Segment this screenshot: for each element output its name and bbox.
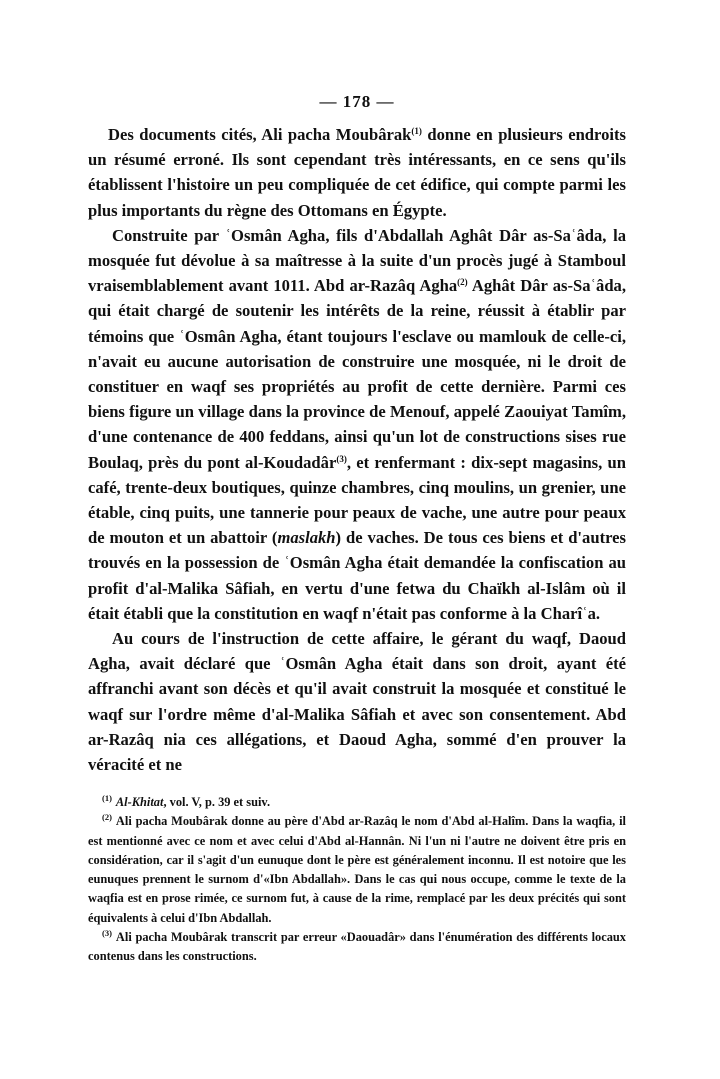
text-run: donne en plusieurs endroits un résumé erroné. Ils sont cependant très intéressants, en ce sens qu'ils établissent l'histoire un peu compliquée de cet édifice, qui compte parmi les plus importants du règne des Ottomans en Égypte. xyxy=(88,125,626,220)
text-run: ) de vaches. De tous ces biens et d'autres trouvés en la possession de ʿOsmân Agha était demandée la confiscation au profit d'al-Malika Sâfiah, en vertu d'une fetwa du Chaïkh al-Islâm où il était établi que la constitution en waqf n'était pas conforme à la Charîʿa. xyxy=(88,528,626,623)
paragraph xyxy=(88,223,626,626)
footnote xyxy=(88,793,626,812)
paragraph xyxy=(88,626,626,777)
italic-text: maslakh xyxy=(277,528,336,548)
text-run: Ali pacha Moubârak transcrit par erreur «Daouadâr» dans l'énumération des différents locaux contenus dans les constructions. xyxy=(88,929,626,963)
text-run: Construite par ʿOsmân Agha, fils d'Abdallah Aghât Dâr as-Saʿâda, la mosquée fut dévolue à sa maîtresse à la suite d'un procès jugé à Stamboul vraisemblablement avant 1011. Abd ar-Razâq Agha xyxy=(88,225,626,296)
paragraph xyxy=(88,122,626,223)
text-run: , vol. V, p. 39 et suiv. xyxy=(163,795,271,810)
footnote-reference: (1) xyxy=(411,126,422,136)
italic-text: Al-Khitat xyxy=(115,795,164,810)
text-run: Aghât Dâr as-Saʿâda, qui était chargé de soutenir les intérêts de la reine, réussit à établir par témoins que ʿOsmân Agha, étant toujours l'esclave ou mamlouk de celle-ci, n'avait eu aucune autorisation de construire une mosquée, ni le droit de constituer en waqf ses propriétés au profit de cette dernière. Parmi ces biens figure un village dans la province de Menouf, appelé Zaouiyat Tamîm, d'une contenance de 400 feddans, ainsi qu'un lot de constructions sises rue Boulaq, près du pont al-Koudadâr xyxy=(88,276,626,472)
text-run: Des documents cités, Ali pacha Moubârak xyxy=(108,125,412,144)
body-text xyxy=(88,122,626,777)
footnote xyxy=(88,812,626,927)
page-number: — 178 — xyxy=(319,92,395,111)
footnote-mark: (1) xyxy=(102,793,112,804)
footnote-reference: (3) xyxy=(336,453,347,464)
page xyxy=(88,92,626,966)
footnote-mark: (3) xyxy=(102,927,112,938)
footnotes xyxy=(88,793,626,966)
text-run: Ali pacha Moubârak donne au père d'Abd ar-Razâq le nom d'Abd al-Halîm. Dans la waqfia, il est mentionné avec ce nom et avec celui d'Abd al-Hannân. Ni l'un ni l'autre ne doivent être pris en considération, car il s'agit d'un eunuque dont le père est généralement inconnu. Il est notoire que les eunuques prennent le surnom d'«Ibn Abdallah». Dans le cas qui nous occupe, comme le texte de la waqfia est en prose rimée, ce surnom fut, à cause de la rime, remplacé par les deux précités qui sont équivalents à celui d'Ibn Abdallah. xyxy=(88,814,626,925)
footnote xyxy=(88,928,626,966)
footnote-mark: (2) xyxy=(102,812,112,823)
text-run: Au cours de l'instruction de cette affaire, le gérant du waqf, Daoud Agha, avait déclaré que ʿOsmân Agha était dans son droit, ayant été affranchi avant son décès et qu'il avait construit la mosquée et constitué le waqf sur l'ordre même d'al-Malika Sâfiah et avec son consentement. Abd ar-Razâq nia ces allégations, et Daoud Agha, sommé d'en prouver la véracité et ne xyxy=(88,629,626,775)
text-run: , et renfermant : dix-sept magasins, un café, trente-deux boutiques, quinze chambres, cinq moulins, un grenier, une étable, cinq puits, une tannerie pour peaux de vache, une autre pour peaux de mouton et un abattoir ( xyxy=(88,452,626,548)
footnote-reference: (2) xyxy=(457,277,468,288)
